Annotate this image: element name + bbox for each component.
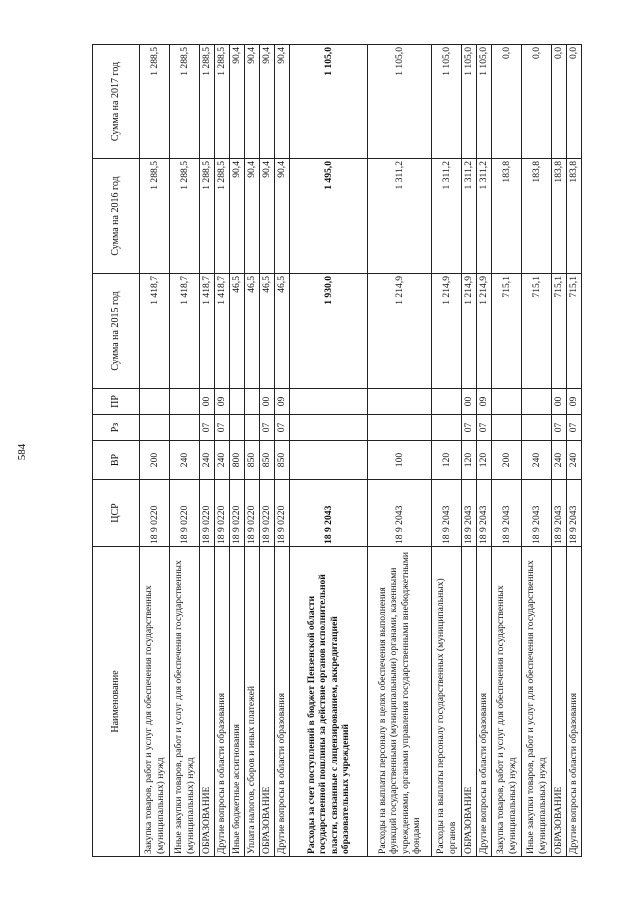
table-row	[140, 45, 170, 857]
row-sum-2017: 0,0	[492, 45, 522, 159]
row-name: Иные бюджетные ассигнования	[230, 547, 245, 857]
row-name: ОБРАЗОВАНИЕ	[462, 547, 477, 857]
row-name: Иные закупки товаров, работ и услуг для обеспечения государственных (муниципальных) нужд	[522, 547, 552, 857]
row-rz	[140, 415, 170, 441]
table-row	[170, 45, 200, 857]
row-sum-2015: 1 214,9	[462, 274, 477, 389]
budget-table	[92, 44, 582, 857]
row-csr: 18 9 0220	[215, 480, 230, 547]
row-sum-2015: 46,5	[245, 274, 260, 389]
table-row	[260, 45, 275, 857]
table-row	[200, 45, 215, 857]
row-csr: 18 9 0220	[245, 480, 260, 547]
row-sum-2015: 1 214,9	[432, 274, 462, 389]
table-body	[140, 45, 582, 857]
row-vr: 850	[260, 441, 275, 480]
row-sum-2016: 90,4	[275, 159, 290, 274]
row-name: Закупка товаров, работ и услуг для обеспечения государственных (муниципальных) нужд	[492, 547, 522, 857]
table-row	[245, 45, 260, 857]
row-name: ОБРАЗОВАНИЕ	[552, 547, 567, 857]
row-csr: 18 9 2043	[492, 480, 522, 547]
row-pr	[230, 389, 245, 415]
rotated-content	[92, 45, 580, 857]
header-sum-2016: Сумма на 2016 год	[93, 159, 140, 274]
row-csr: 18 9 2043	[567, 480, 582, 547]
row-pr: 09	[275, 389, 290, 415]
row-sum-2016: 183,8	[567, 159, 582, 274]
row-sum-2016: 1 495,0	[290, 159, 368, 274]
row-csr: 18 9 2043	[477, 480, 492, 547]
row-sum-2016: 183,8	[492, 159, 522, 274]
row-sum-2015: 1 214,9	[477, 274, 492, 389]
row-vr: 200	[140, 441, 170, 480]
header-pr: ПР	[93, 389, 140, 415]
row-sum-2017: 1 288,5	[200, 45, 215, 159]
row-sum-2016: 183,8	[522, 159, 552, 274]
row-sum-2017: 90,4	[230, 45, 245, 159]
table-row	[567, 45, 582, 857]
row-sum-2016: 1 311,2	[477, 159, 492, 274]
row-rz	[245, 415, 260, 441]
row-sum-2017: 1 288,5	[215, 45, 230, 159]
row-rz	[368, 415, 432, 441]
row-pr: 09	[477, 389, 492, 415]
row-vr: 120	[432, 441, 462, 480]
row-sum-2015: 715,1	[522, 274, 552, 389]
row-name: Иные закупки товаров, работ и услуг для обеспечения государственных (муниципальных) нужд	[170, 547, 200, 857]
row-pr	[290, 389, 368, 415]
row-sum-2017: 1 288,5	[170, 45, 200, 159]
row-pr: 09	[215, 389, 230, 415]
row-sum-2015: 715,1	[567, 274, 582, 389]
row-csr: 18 9 0220	[200, 480, 215, 547]
row-csr: 18 9 2043	[552, 480, 567, 547]
row-vr: 850	[245, 441, 260, 480]
row-sum-2017: 0,0	[552, 45, 567, 159]
row-sum-2015: 1 418,7	[200, 274, 215, 389]
table-row	[552, 45, 567, 857]
row-sum-2015: 46,5	[230, 274, 245, 389]
row-pr: 00	[200, 389, 215, 415]
row-csr: 18 9 0220	[230, 480, 245, 547]
header-name: Наименование	[93, 547, 140, 857]
row-pr	[245, 389, 260, 415]
row-sum-2017: 90,4	[275, 45, 290, 159]
row-rz: 07	[462, 415, 477, 441]
row-csr: 18 9 2043	[290, 480, 368, 547]
table-row	[215, 45, 230, 857]
row-pr	[140, 389, 170, 415]
row-vr: 850	[275, 441, 290, 480]
row-csr: 18 9 2043	[368, 480, 432, 547]
row-vr	[290, 441, 368, 480]
row-sum-2017: 1 105,0	[368, 45, 432, 159]
row-rz	[170, 415, 200, 441]
row-vr: 240	[200, 441, 215, 480]
row-rz	[492, 415, 522, 441]
table-row	[230, 45, 245, 857]
row-name: Другие вопросы в области образования	[477, 547, 492, 857]
row-name: Закупка товаров, работ и услуг для обеспечения государственных (муниципальных) нужд	[140, 547, 170, 857]
header-csr: ЦСР	[93, 480, 140, 547]
row-rz: 07	[477, 415, 492, 441]
row-sum-2015: 1 930,0	[290, 274, 368, 389]
row-sum-2015: 1 418,7	[215, 274, 230, 389]
row-sum-2016: 1 288,5	[200, 159, 215, 274]
row-pr	[432, 389, 462, 415]
row-csr: 18 9 0220	[260, 480, 275, 547]
row-sum-2015: 1 418,7	[170, 274, 200, 389]
row-name: Расходы на выплаты персоналу в целях обеспечения выполнения функций государственными (муниципальными) органами, казенными учреждениями, органами управления государственными внебюджетными фондами	[368, 547, 432, 857]
header-sum-2015: Сумма на 2015 год	[93, 274, 140, 389]
header-vr: ВР	[93, 441, 140, 480]
page-number: 584	[16, 443, 28, 461]
row-pr	[368, 389, 432, 415]
row-rz	[230, 415, 245, 441]
row-vr: 240	[567, 441, 582, 480]
row-sum-2017: 90,4	[245, 45, 260, 159]
row-sum-2017: 1 105,0	[432, 45, 462, 159]
row-sum-2016: 90,4	[245, 159, 260, 274]
row-vr: 120	[462, 441, 477, 480]
row-rz: 07	[275, 415, 290, 441]
row-vr: 100	[368, 441, 432, 480]
table-row	[368, 45, 432, 857]
row-csr: 18 9 0220	[170, 480, 200, 547]
row-vr: 240	[170, 441, 200, 480]
row-sum-2015: 715,1	[552, 274, 567, 389]
row-vr: 240	[522, 441, 552, 480]
rotated-table-area	[92, 45, 580, 857]
row-sum-2016: 1 288,5	[215, 159, 230, 274]
table-row	[522, 45, 552, 857]
row-vr: 240	[552, 441, 567, 480]
row-vr: 200	[492, 441, 522, 480]
row-sum-2016: 183,8	[552, 159, 567, 274]
row-sum-2017: 1 105,0	[290, 45, 368, 159]
row-sum-2015: 46,5	[260, 274, 275, 389]
row-pr	[170, 389, 200, 415]
row-rz	[432, 415, 462, 441]
row-name: ОБРАЗОВАНИЕ	[260, 547, 275, 857]
row-csr: 18 9 0220	[140, 480, 170, 547]
row-pr: 09	[567, 389, 582, 415]
table-row	[462, 45, 477, 857]
row-name: Другие вопросы в области образования	[567, 547, 582, 857]
row-name: Другие вопросы в области образования	[275, 547, 290, 857]
row-rz: 07	[200, 415, 215, 441]
row-sum-2017: 0,0	[522, 45, 552, 159]
row-sum-2015: 46,5	[275, 274, 290, 389]
row-sum-2015: 1 214,9	[368, 274, 432, 389]
header-rz: Рз	[93, 415, 140, 441]
row-csr: 18 9 2043	[462, 480, 477, 547]
row-name: Расходы на выплаты персоналу государственных (муниципальных) органов	[432, 547, 462, 857]
row-sum-2017: 0,0	[567, 45, 582, 159]
row-name: Расходы за счет поступлений в бюджет Пензенской области государственной пошлины за действие органов исполнительной власти, связанные с лицензированием, аккредитацией образовательных учреждений	[290, 547, 368, 857]
table-row	[432, 45, 462, 857]
row-sum-2017: 1 288,5	[140, 45, 170, 159]
table-row	[477, 45, 492, 857]
row-rz: 07	[215, 415, 230, 441]
row-sum-2016: 1 288,5	[140, 159, 170, 274]
row-sum-2015: 1 418,7	[140, 274, 170, 389]
row-pr: 00	[260, 389, 275, 415]
row-pr: 00	[552, 389, 567, 415]
row-csr: 18 9 2043	[432, 480, 462, 547]
row-vr: 240	[215, 441, 230, 480]
row-csr: 18 9 2043	[522, 480, 552, 547]
table-row	[275, 45, 290, 857]
row-pr	[522, 389, 552, 415]
row-sum-2016: 1 311,2	[462, 159, 477, 274]
row-sum-2017: 1 105,0	[477, 45, 492, 159]
table-row	[492, 45, 522, 857]
row-sum-2016: 1 311,2	[432, 159, 462, 274]
row-rz: 07	[567, 415, 582, 441]
row-rz: 07	[552, 415, 567, 441]
row-vr: 800	[230, 441, 245, 480]
row-sum-2017: 1 105,0	[462, 45, 477, 159]
row-pr	[492, 389, 522, 415]
row-rz	[522, 415, 552, 441]
header-row	[93, 45, 140, 857]
row-name: Уплата налогов, сборов и иных платежей	[245, 547, 260, 857]
row-rz: 07	[260, 415, 275, 441]
row-sum-2016: 1 311,2	[368, 159, 432, 274]
row-sum-2016: 90,4	[260, 159, 275, 274]
row-pr: 00	[462, 389, 477, 415]
row-name: ОБРАЗОВАНИЕ	[200, 547, 215, 857]
row-sum-2017: 90,4	[260, 45, 275, 159]
row-vr: 120	[477, 441, 492, 480]
header-sum-2017: Сумма на 2017 год	[93, 45, 140, 159]
row-csr: 18 9 0220	[275, 480, 290, 547]
row-name: Другие вопросы в области образования	[215, 547, 230, 857]
row-sum-2015: 715,1	[492, 274, 522, 389]
row-rz	[290, 415, 368, 441]
table-row	[290, 45, 368, 857]
row-sum-2016: 1 288,5	[170, 159, 200, 274]
row-sum-2016: 90,4	[230, 159, 245, 274]
